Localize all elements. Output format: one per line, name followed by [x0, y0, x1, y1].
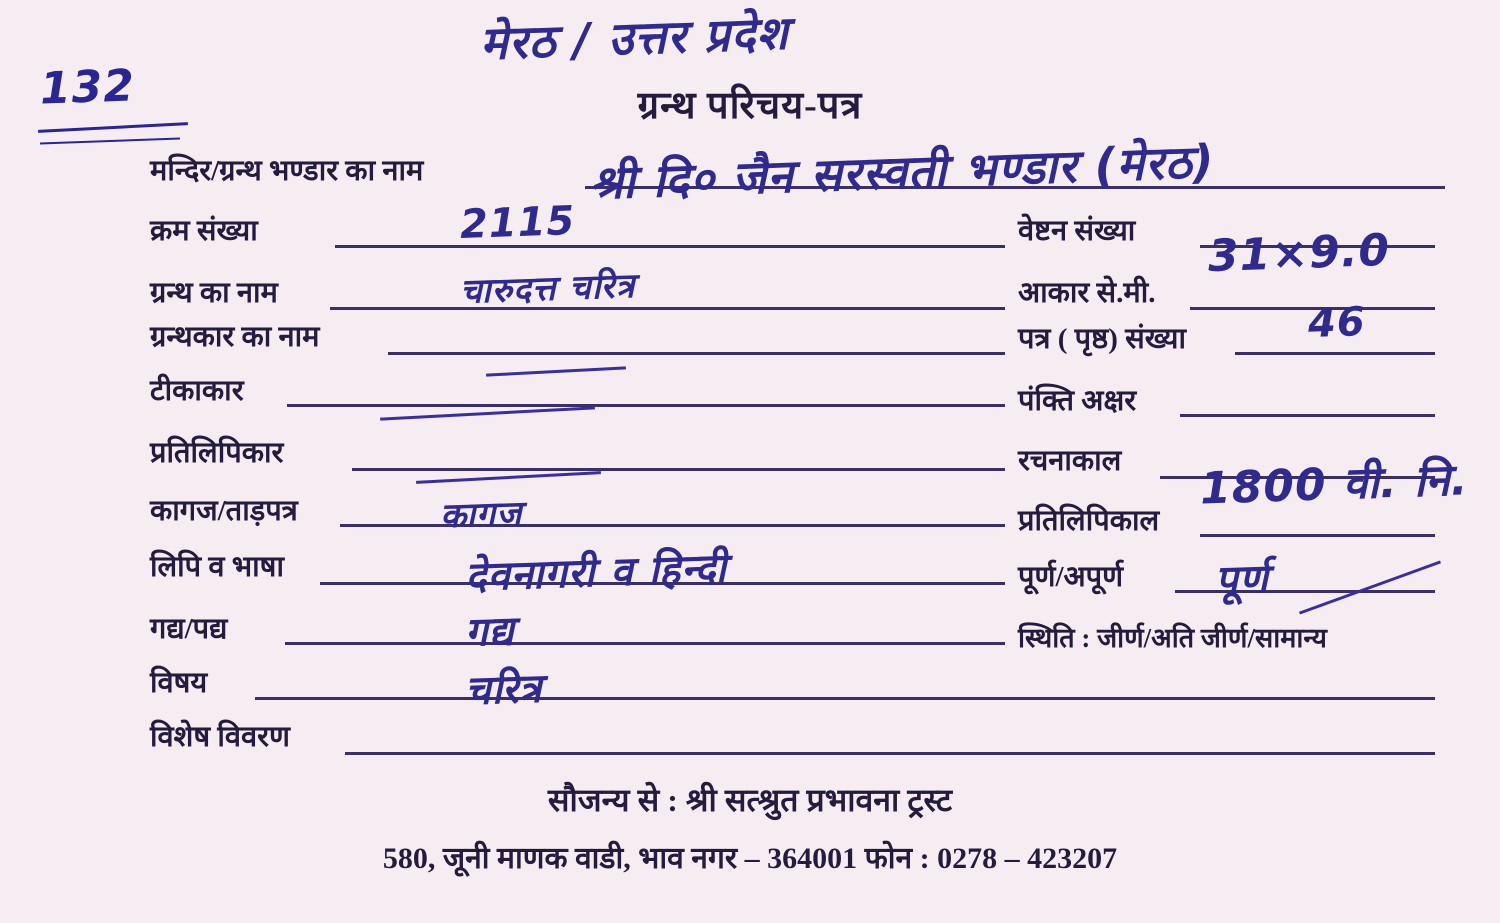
field-value-lipi-bhasha: देवनागरी व हिन्दी [464, 545, 728, 601]
field-label-purna-apurna: पूर्ण/अपूर्ण [1018, 561, 1124, 593]
field-label-bhandar-name: मन्दिर/ग्रन्थ भण्डार का नाम [150, 155, 424, 187]
field-rule-gadya-padya [285, 642, 1005, 645]
field-rule-pratilipikar [352, 468, 1005, 471]
field-label-pratilipikar: प्रतिलिपिकार [150, 437, 284, 469]
field-value-patra-sankhya: 46 [1307, 299, 1367, 347]
field-label-granthakar-name: ग्रन्थकार का नाम [150, 321, 320, 353]
page-title: ग्रन्थ परिचय-पत्र [637, 85, 863, 127]
field-value-krama-sankhya: 2115 [459, 198, 577, 248]
field-label-tikakar: टीकाकार [150, 375, 244, 407]
field-label-gadya-padya: गद्य/पद्य [150, 613, 228, 645]
field-label-rachnakal: रचनाकाल [1018, 445, 1122, 477]
field-label-vishay: विषय [150, 667, 208, 699]
field-rule-pratilipikal [1200, 534, 1435, 537]
field-label-veshtan-sankhya: वेष्टन संख्या [1018, 215, 1136, 247]
field-value-grantha-name: चारुदत्त चरित्र [459, 265, 636, 313]
field-rule-krama-sankhya [335, 245, 1005, 248]
page-number: 132 [39, 60, 136, 115]
field-rule-patra-sankhya [1235, 352, 1435, 355]
field-value-aakar: 31×9.0 [1207, 224, 1391, 283]
field-rule-vishesh-vivaran [345, 752, 1435, 755]
footer-address-line: 580, जूनी माणक वाडी, भाव नगर – 364001 फोन : 0278 – 423207 [382, 842, 1118, 875]
field-label-sthiti: स्थिति : जीर्ण/अति जीर्ण/सामान्य [1018, 623, 1327, 653]
field-rule-purna-apurna [1175, 590, 1435, 593]
field-rule-tikakar [287, 404, 1005, 407]
footer-courtesy-line: सौजन्य से : श्री सत्श्रुत प्रभावना ट्रस्ट [547, 782, 953, 818]
field-label-pratilipikal: प्रतिलिपिकाल [1018, 505, 1160, 537]
field-rule-pankti-akshar [1180, 414, 1435, 417]
field-label-aakar: आकार से.मी. [1018, 277, 1156, 309]
field-label-vishesh-vivaran: विशेष विवरण [150, 721, 290, 753]
scribble-mark-tikakar [486, 366, 626, 376]
field-rule-granthakar-name [388, 352, 1005, 355]
field-rule-vishay [255, 697, 1435, 700]
scribble-mark-kagaj [416, 471, 601, 484]
field-label-krama-sankhya: क्रम संख्या [150, 215, 258, 247]
field-label-grantha-name: ग्रन्थ का नाम [150, 277, 278, 309]
field-label-patra-sankhya: पत्र ( पृष्ठ) संख्या [1018, 323, 1186, 355]
field-value-pratilipikal: 1800 वी. नि. [1199, 454, 1470, 515]
field-value-gadya-padya: गद्य [464, 608, 516, 656]
field-rule-grantha-name [330, 307, 1005, 310]
scribble-mark-purna [1299, 560, 1441, 614]
top-marginalia-text: मेरठ / उत्तर प्रदेश [479, 5, 790, 71]
field-value-purna-apurna: पूर्ण [1214, 556, 1270, 604]
field-value-vishay: चरित्र [464, 665, 544, 715]
field-value-kagaj-tadpatra: कागज [439, 493, 524, 537]
field-label-lipi-bhasha: लिपि व भाषा [150, 551, 284, 583]
field-value-bhandar-name: श्री दि० जैन सरस्वती भण्डार (मेरठ) [589, 134, 1216, 210]
page-number-underline-lower [40, 138, 180, 145]
scribble-mark-pratilipikar [380, 406, 595, 420]
field-label-pankti-akshar: पंक्ति अक्षर [1018, 385, 1137, 417]
field-label-kagaj-tadpatra: कागज/ताड़पत्र [150, 495, 298, 527]
